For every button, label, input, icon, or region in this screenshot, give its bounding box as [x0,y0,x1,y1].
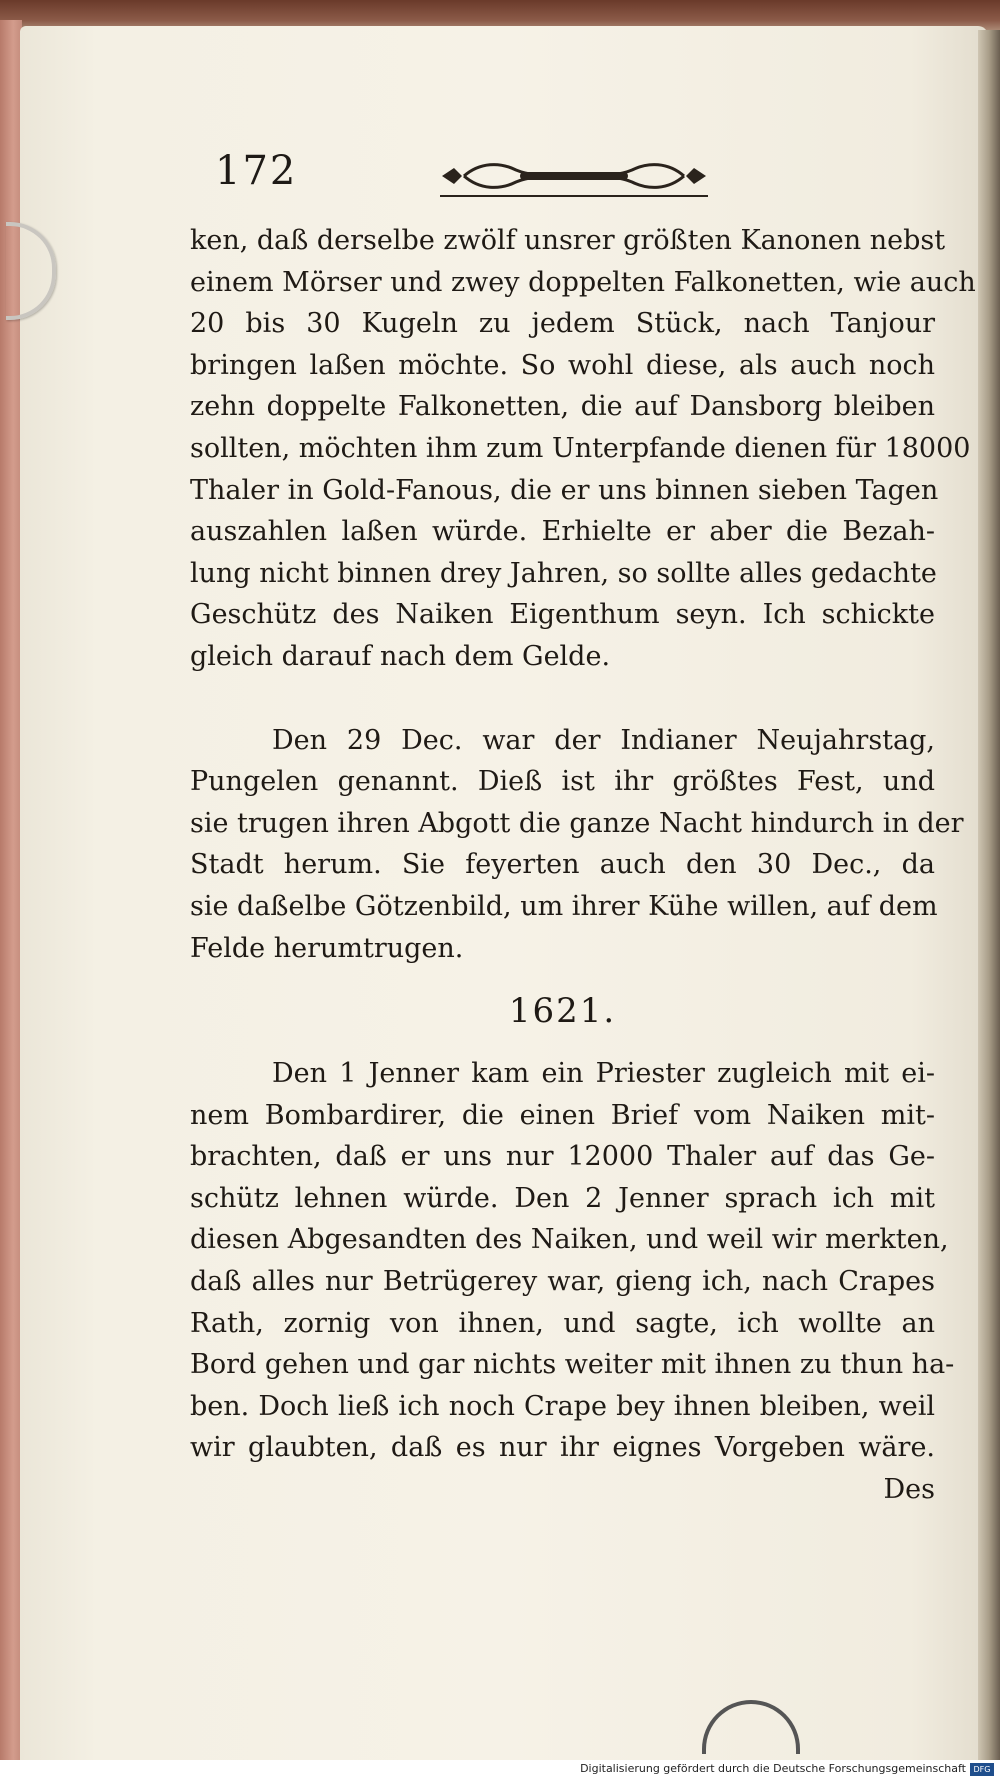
text-line: ken, daß derselbe zwölf unsrer größten Kanonen nebst [190,225,946,256]
text-line: daß alles nur Betrügerey war, gieng ich, nach Crapes [190,1266,935,1298]
paragraph-2 [190,720,964,970]
ornament-rule-icon [440,154,708,198]
paragraph-1 [190,220,976,678]
text-line: sie daßelbe Götzenbild, um ihrer Kühe willen, auf dem [190,890,938,922]
body-text [190,220,976,1511]
text-line: wir glaubten, daß es nur ihr eignes Vorgeben wäre. [190,1432,935,1464]
text-line: nem Bombardirer, die einen Brief vom Naiken mit- [190,1099,935,1131]
digitization-footer [0,1760,1000,1780]
text-line: ben. Doch ließ ich noch Crape bey ihnen bleiben, weil [190,1390,935,1422]
catchword: Des [883,1474,935,1506]
year-heading: 1621. [508,991,617,1032]
text-line: Thaler in Gold-Fanous, die er uns binnen sieben Tagen [190,474,939,506]
text-line: auszahlen laßen würde. Erhielte er aber die Bezah- [190,516,935,548]
text-line: Felde herumtrugen. [190,932,464,964]
page-stack-edge [978,30,1000,1760]
text-line: 20 bis 30 Kugeln zu jedem Stück, nach Tanjour [190,308,935,340]
page-number: 172 [215,148,298,194]
text-line: schütz lehnen würde. Den 2 Jenner sprach ich mit [190,1182,935,1214]
text-line: Den 1 Jenner kam ein Priester zugleich mit ei- [272,1058,935,1090]
text-line: einem Mörser und zwey doppelten Falkonetten, wie auch [190,266,976,298]
text-line: Geschütz des Naiken Eigenthum seyn. Ich schickte [190,599,935,631]
paragraph-3 [190,1053,955,1469]
text-line: Stadt herum. Sie feyerten auch den 30 Dec., da [190,849,935,881]
text-line: sie trugen ihren Abgott die ganze Nacht hindurch in der [190,807,964,839]
text-line: Bord gehen und gar nichts weiter mit ihnen zu thun ha- [190,1349,955,1381]
text-line: Pungelen genannt. Dieß ist ihr größtes Fest, und [190,766,935,798]
text-line: bringen laßen möchte. So wohl diese, als auch noch [190,349,935,381]
text-line: zehn doppelte Falkonetten, die auf Dansborg bleiben [190,391,935,423]
text-line: gleich darauf nach dem Gelde. [190,640,611,672]
text-line: diesen Abgesandten des Naiken, und weil wir merkten, [190,1224,949,1256]
text-line: sollten, möchten ihm zum Unterpfande dienen für 18000 [190,432,971,464]
text-line: Den 29 Dec. war der Indianer Neujahrstag, [272,724,935,756]
footer-credit: Digitalisierung gefördert durch die Deutsche Forschungsgemeinschaft [580,1762,966,1775]
paragraph-gap [190,678,935,720]
text-line: lung nicht binnen drey Jahren, so sollte alles gedachte [190,557,937,589]
text-line: Rath, zornig von ihnen, und sagte, ich wollte an [190,1307,935,1339]
dfg-logo-icon: DFG [970,1763,994,1776]
text-line: brachten, daß er uns nur 12000 Thaler auf das Ge- [190,1141,935,1173]
page-header [215,148,715,208]
